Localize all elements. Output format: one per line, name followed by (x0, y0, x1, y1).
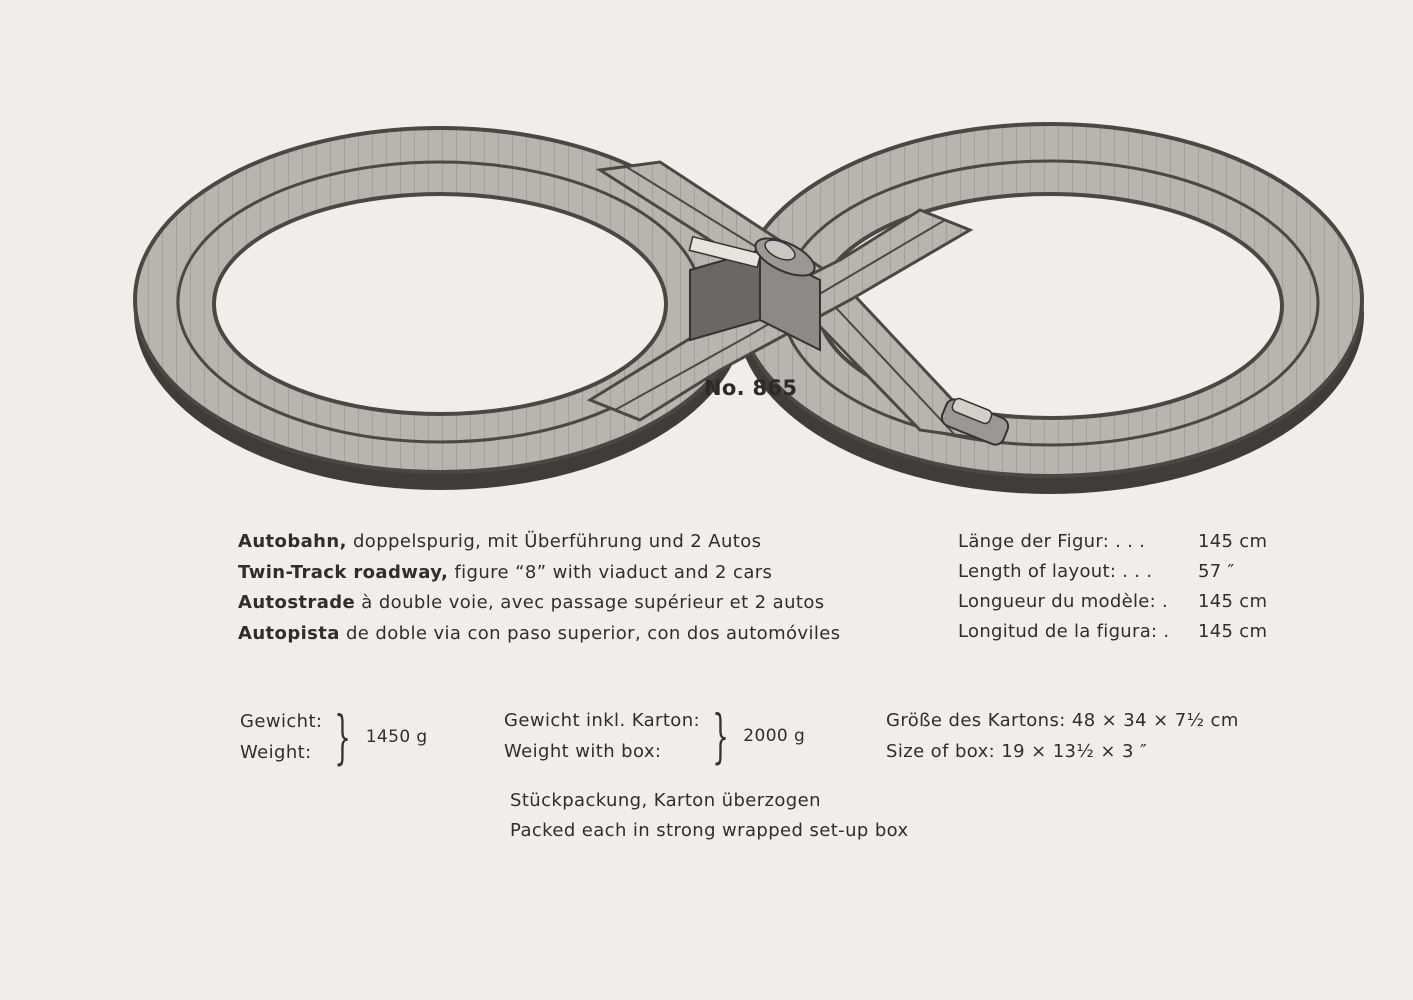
gross-weight (504, 702, 806, 770)
description-text-en: figure “8” with viaduct and 2 cars (448, 561, 773, 583)
measurement-row (958, 557, 1268, 587)
description-text-es: de doble via con paso superior, con dos automóviles (339, 622, 841, 644)
model-number: No. 865 (704, 376, 798, 400)
gross-weight-labels (504, 705, 700, 767)
measurement-label: Länge der Figur: . . . (958, 531, 1146, 552)
description-line-en (238, 558, 841, 589)
description-text-de: doppelspurig, mit Überführung und 2 Autos (346, 531, 762, 552)
packing-info (510, 786, 909, 846)
description-line-fr (238, 588, 841, 619)
measurement-row (958, 617, 1268, 647)
brace-icon: } (712, 702, 730, 770)
description-title-en: Twin-Track roadway, (238, 561, 449, 583)
net-weight-labels (240, 706, 322, 768)
description-title-de: Autobahn, (238, 531, 347, 552)
box-size-de: Größe des Kartons: 48 × 34 × 7½ cm (886, 710, 1239, 731)
layout-measurements (958, 527, 1268, 647)
description-line-de (238, 527, 841, 558)
product-description (238, 527, 841, 649)
net-weight-value: 1450 g (365, 726, 428, 747)
gross-weight-value: 2000 g (743, 725, 806, 746)
description-title-es: Autopista (238, 622, 340, 644)
gross-weight-label-en: Weight with box: (504, 741, 662, 762)
net-weight (240, 703, 428, 771)
measurement-label: Length of layout: . . . (958, 561, 1153, 582)
packing-en: Packed each in strong wrapped set-up box (510, 820, 909, 841)
measurement-label: Longueur du modèle: . (958, 591, 1169, 612)
net-weight-label-de: Gewicht: (240, 711, 323, 732)
packing-de: Stückpackung, Karton überzogen (510, 790, 821, 811)
measurement-value: 145 cm (1198, 531, 1268, 552)
figure-eight-track-illustration (120, 100, 1380, 500)
net-weight-label-en: Weight: (240, 742, 312, 763)
measurement-value: 145 cm (1198, 591, 1268, 612)
measurement-row (958, 527, 1268, 557)
measurement-value: 57 ″ (1198, 561, 1235, 582)
description-text-fr: à double voie, avec passage supérieur et 2 autos (355, 592, 825, 613)
description-title-fr: Autostrade (238, 592, 356, 613)
box-size-en: Size of box: 19 × 13½ × 3 ″ (886, 741, 1148, 762)
measurement-value: 145 cm (1198, 621, 1268, 642)
measurement-row (958, 587, 1268, 617)
gross-weight-label-de: Gewicht inkl. Karton: (504, 710, 700, 731)
brace-icon: } (334, 703, 352, 771)
measurement-label: Longitud de la figura: . (958, 621, 1170, 642)
description-line-es (238, 619, 841, 650)
box-size (886, 705, 1239, 767)
